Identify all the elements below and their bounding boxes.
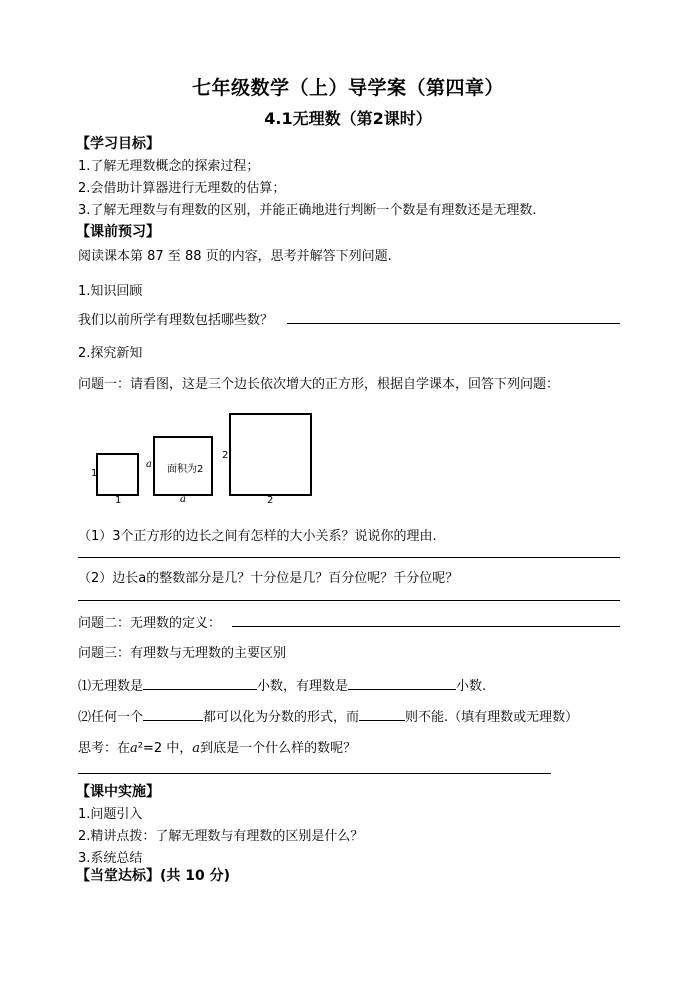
objective-item: 1.了解无理数概念的探索过程；: [78, 159, 260, 174]
answer-line[interactable]: [78, 557, 620, 558]
square-medium-side-label: a: [146, 459, 152, 470]
square-large-side-label: 2: [222, 450, 229, 461]
question-one: 问题一：请看图，这是三个边长依次增大的正方形，根据自学课本，回答下列问题：: [78, 377, 560, 392]
lesson-subtitle: 4.1无理数（第2课时）: [264, 109, 432, 128]
question-three: 问题三：有理数与无理数的主要区别: [78, 646, 287, 661]
answer-line[interactable]: [232, 626, 620, 627]
fill-blank[interactable]: [143, 676, 257, 690]
square-medium-area-label: 面积为2: [167, 464, 204, 475]
inclass-item: 1.问题引入: [78, 807, 143, 822]
review-title: 1.知识回顾: [78, 284, 143, 299]
review-question: 我们以前所学有理数包括哪些数？: [78, 313, 274, 328]
think-question: 思考：在a²=2 中，a到底是一个什么样的数呢？: [78, 741, 357, 756]
square-small-bottom-label: 1: [115, 495, 122, 506]
practice-heading: 【当堂达标】(共 10 分): [76, 868, 231, 884]
answer-line[interactable]: [78, 773, 551, 774]
answer-line[interactable]: [287, 323, 620, 324]
square-large: [229, 413, 312, 496]
fill-blank[interactable]: [359, 707, 405, 721]
square-medium-bottom-label: a: [180, 494, 186, 505]
page-title: 七年级数学（上）导学案（第四章）: [191, 77, 504, 99]
question-three-part-one: ⑴无理数是 小数，有理数是 小数.: [78, 675, 486, 694]
objective-item: 3.了解无理数与有理数的区别，并能正确地进行判断一个数是有理数还是无理数.: [78, 203, 537, 218]
question-two: 问题二：无理数的定义：: [78, 616, 222, 631]
square-small-side-label: 1: [91, 468, 98, 479]
objective-item: 2.会借助计算器进行无理数的估算；: [78, 181, 286, 196]
question-one-part-one: （1）3个正方形的边长之间有怎样的大小关系？说说你的理由.: [78, 529, 437, 544]
square-small: [96, 453, 139, 496]
explore-title: 2.探究新知: [78, 346, 143, 361]
question-one-part-two: （2）边长a的整数部分是几？十分位是几？百分位呢？千分位呢？: [78, 571, 459, 586]
preview-intro: 阅读课本第 87 至 88 页的内容，思考并解答下列问题.: [78, 249, 392, 264]
inclass-heading: 【课中实施】: [76, 784, 160, 800]
fill-blank[interactable]: [348, 676, 456, 690]
question-three-part-two: ⑵任何一个 都可以化为分数的形式，而 则不能.（填有理数或无理数）: [78, 706, 578, 725]
inclass-item: 3.系统总结: [78, 851, 143, 866]
inclass-item: 2.精讲点拨：了解无理数与有理数的区别是什么？: [78, 829, 364, 844]
preview-heading: 【课前预习】: [76, 224, 160, 240]
objectives-heading: 【学习目标】: [76, 136, 160, 152]
square-large-bottom-label: 2: [267, 495, 274, 506]
fill-blank[interactable]: [143, 707, 203, 721]
answer-line[interactable]: [78, 600, 620, 601]
